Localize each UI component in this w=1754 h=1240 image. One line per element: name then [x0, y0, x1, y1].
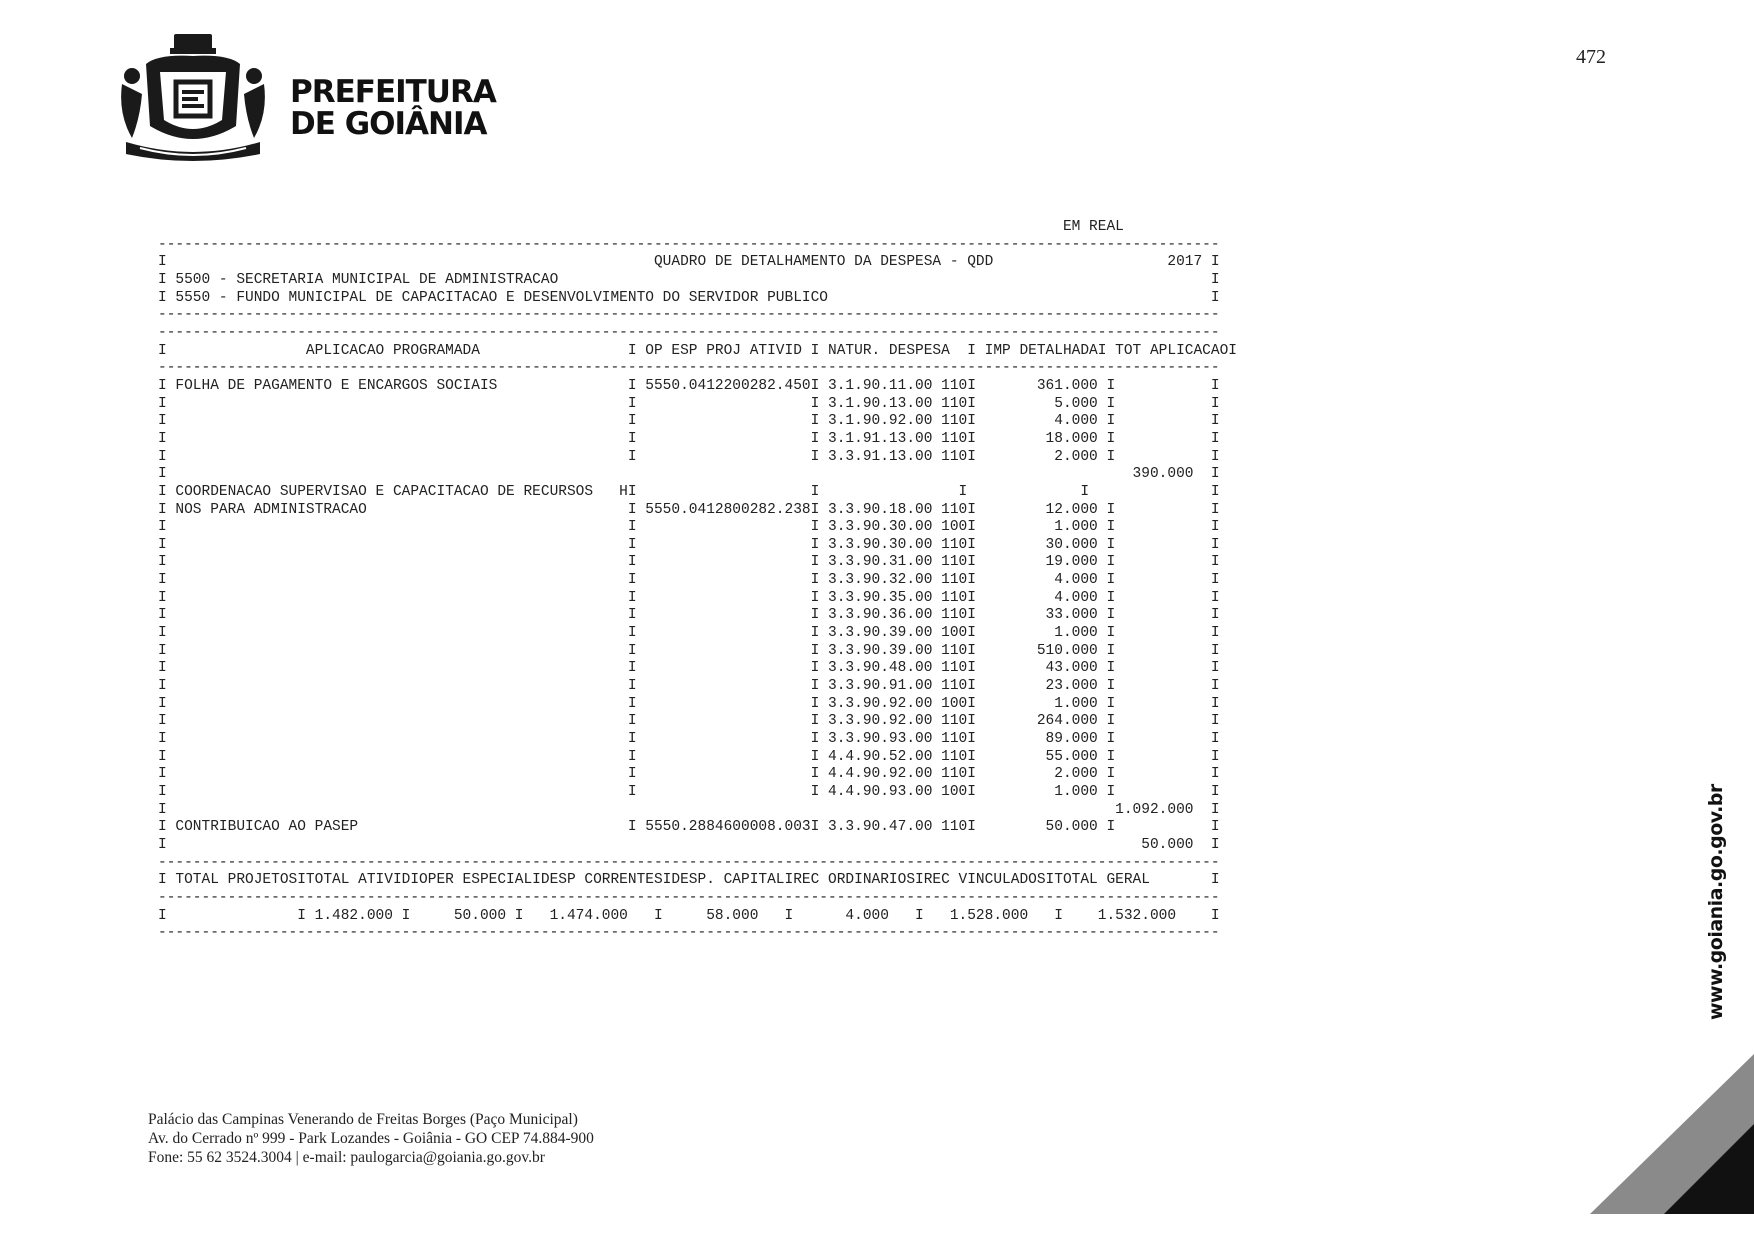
expense-detail-report: EM REAL -------------------------------------------------------------------------------------------------------------------------- I QUADRO DE DETALHAMENTO DA DESPESA - QDD 2017 I I 5500 - SECRETARIA MUNICIPAL DE ADMINISTRACAO I I 5550 - FUNDO MUNICIPAL DE CAPACITACAO E DESENVOLVIMENTO DO SERVIDOR PUBLICO I -------------------------------------------------------------------------------------------------------------------------- -------------------------------------------------------------------------------------------------------------------------- I APLICACAO PROGRAMADA I OP ESP PROJ ATIVID I NATUR. DESPESA I IMP DETALHADAI TOT APLICACAOI -------------------------------------------------------------------------------------------------------------------------- I FOLHA DE PAGAMENTO E ENCARGOS SOCIAIS I 5550.0412200282.450I 3.1.90.11.00 110I 361.000 I I I I I 3.1.90.13.00 110I 5.000 I I I I I 3.1.90.92.00 110I 4.000 I I I I I 3.1.91.13.00 110I 18.000 I I I I I 3.3.91.13.00 110I 2.000 I I I 390.000 I I COORDENACAO SUPERVISAO E CAPACITACAO DE RECURSOS HI I I I I I NOS PARA ADMINISTRACAO I 5550.0412800282.238I 3.3.90.18.00 110I 12.000 I I I I I 3.3.90.30.00 100I 1.000 I I I I I 3.3.90.30.00 110I 30.000 I I I I I 3.3.90.31.00 110I 19.000 I I I I I 3.3.90.32.00 110I 4.000 I I I I I 3.3.90.35.00 110I 4.000 I I I I I 3.3.90.36.00 110I 33.000 I I I I I 3.3.90.39.00 100I 1.000 I I I I I 3.3.90.39.00 110I 510.000 I I I I I 3.3.90.48.00 110I 43.000 I I I I I 3.3.90.91.00 110I 23.000 I I I I I 3.3.90.92.00 100I 1.000 I I I I I 3.3.90.92.00 110I 264.000 I I I I I 3.3.90.93.00 110I 89.000 I I I I I 4.4.90.52.00 110I 55.000 I I I I I 4.4.90.92.00 110I 2.000 I I I I I 4.4.90.93.00 100I 1.000 I I I 1.092.000 I I CONTRIBUICAO AO PASEP I 5550.2884600008.003I 3.3.90.47.00 110I 50.000 I I I 50.000 I -------------------------------------------------------------------------------------------------------------------------- I TOTAL PROJETOSITOTAL ATIVIDIOPER ESPECIALIDESP CORRENTESIDESP. CAPITALIREC ORDINARIOSIREC VINCULADOSITOTAL GERAL I -------------------------------------------------------------------------------------------------------------------------- I I 1.482.000 I 50.000 I 1.474.000 I 58.000 I 4.000 I 1.528.000 I 1.532.000 I --------------------------------------------------------------------------------------------------------------------------: [158, 219, 1237, 942]
footer-address: [148, 1110, 594, 1167]
website-url: www.goiania.go.gov.br: [1705, 784, 1727, 1020]
brand-line-1: PREFEITURA: [290, 74, 496, 110]
page-number: 472: [1576, 46, 1606, 68]
brand-name: [290, 76, 496, 140]
corner-decoration: [1590, 1054, 1754, 1214]
footer-line-3: Fone: 55 62 3524.3004 | e-mail: paulogarcia@goiania.go.gov.br: [148, 1149, 545, 1166]
footer-line-1: Palácio das Campinas Venerando de Freitas Borges (Paço Municipal): [148, 1111, 578, 1128]
footer-line-2: Av. do Cerrado nº 999 - Park Lozandes - Goiânia - GO CEP 74.884-900: [148, 1130, 594, 1147]
brand-line-2: DE GOIÂNIA: [290, 106, 487, 142]
city-coat-of-arms-logo: [118, 34, 268, 164]
